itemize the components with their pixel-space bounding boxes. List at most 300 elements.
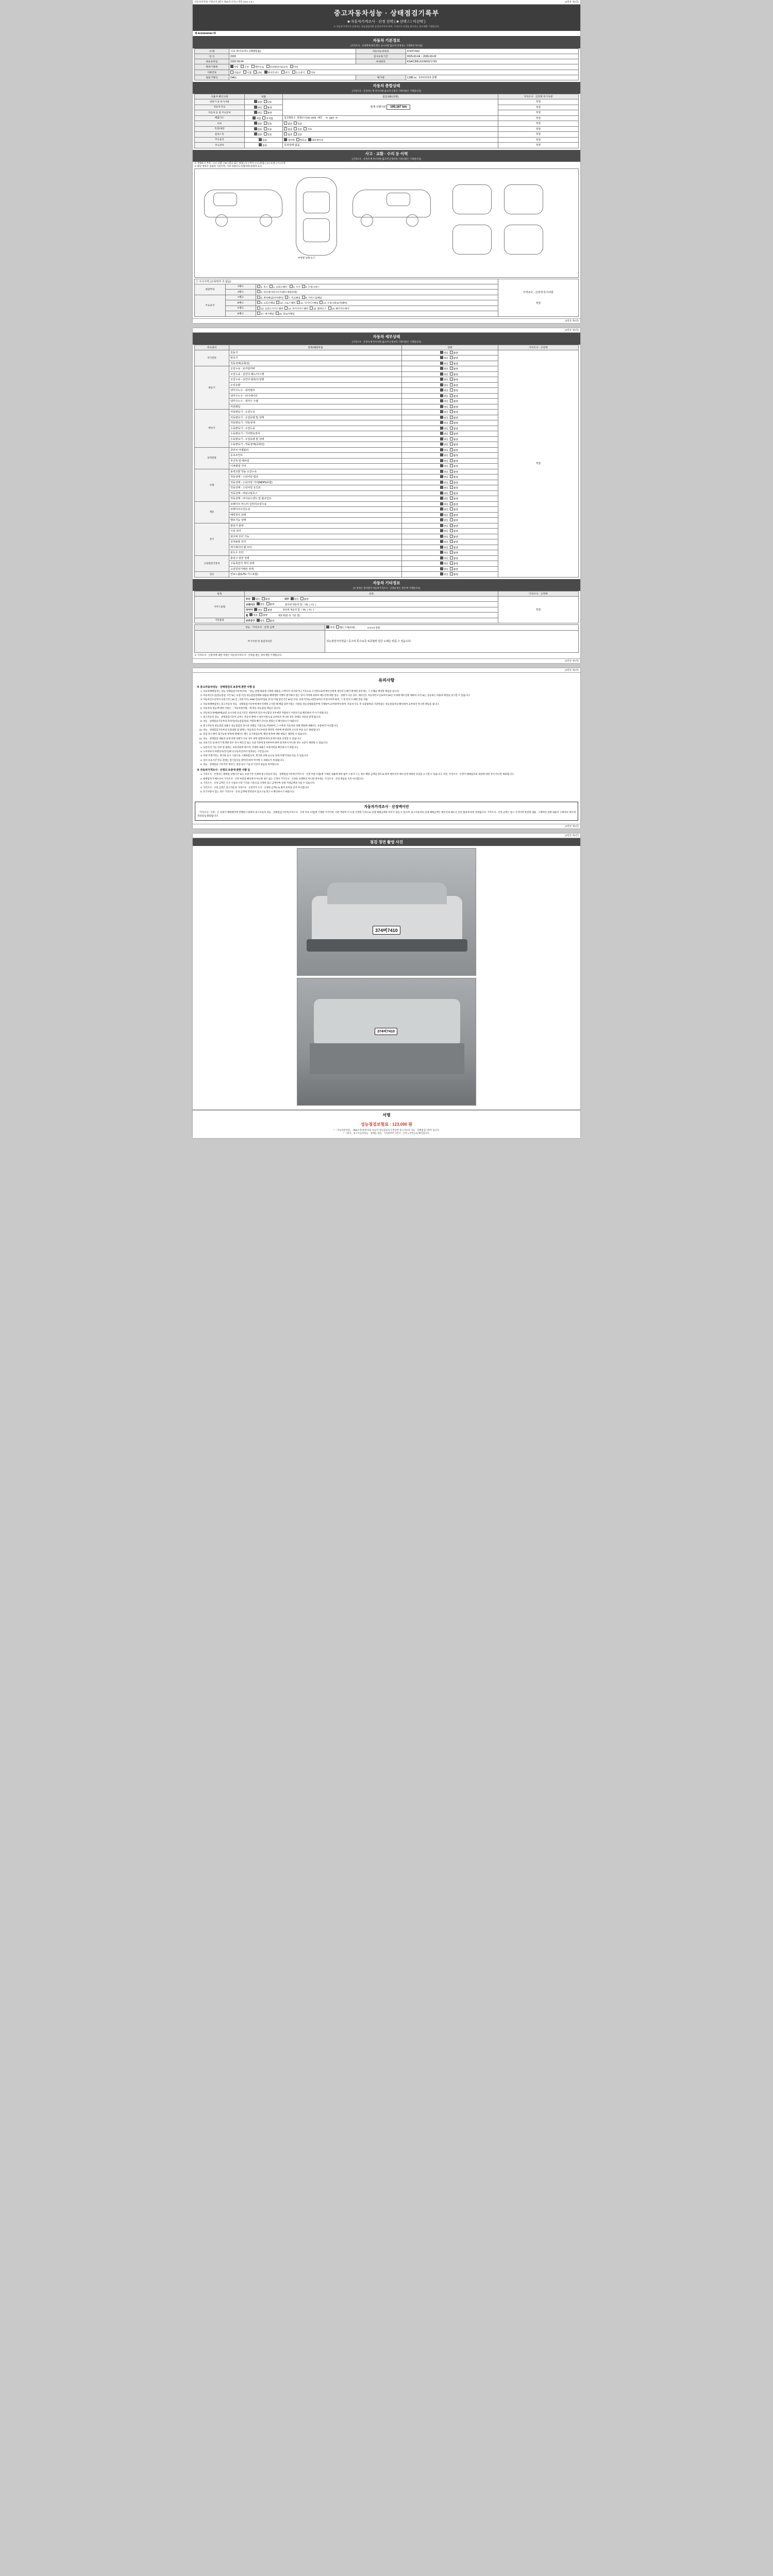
page-title: 중고자동차성능 · 상태점검기록부 <box>333 9 440 17</box>
detail-item-label: 와이퍼 모터 기능 <box>229 534 402 539</box>
acc-r2-rank: A랭크 <box>225 295 256 300</box>
overall-wrap <box>193 94 580 150</box>
transmission-options: 자동 수동 세미오토 무단변속기(CVT) 기타 <box>229 64 579 70</box>
detail-item-label: 자동변속기 - 오일누유 <box>229 410 402 415</box>
detail-group-label: 고전원전기장치 <box>195 555 229 572</box>
header-law-note: ※ 자동차가격조사·산정자는 성능점검자와 동일인이어야 하며, 가격조사·산정을 받으려는 경우에만 기재합니다. <box>333 25 440 28</box>
table-header-row <box>195 591 579 596</box>
detail-item-state[interactable]: 양호 불량 <box>402 474 498 480</box>
detail-item-state[interactable]: 양호 불량 <box>402 377 498 383</box>
notice-list-mid <box>197 746 576 767</box>
acc-r5-items: 17. 대시패널 18. 플로어패널 <box>256 311 498 317</box>
price-bar-label: 성능 · 가격조사 · 산정 금액 <box>195 625 325 631</box>
overall-table <box>194 94 579 148</box>
detail-item-label: 커먼레일 <box>229 404 402 410</box>
overall-r7-name: 주요옵션 <box>195 137 245 143</box>
topbar-2 <box>193 328 580 333</box>
detail-item-label: 변속기 <box>229 355 402 361</box>
table-row <box>195 279 579 284</box>
accident-wrap <box>193 162 580 318</box>
section-etc-title: 자동차 기타정보 <box>193 579 580 587</box>
table-row: 차 명 니로 하이브리드 (에벤임올) 자동차등록번호 374버7410 <box>195 49 579 54</box>
wheel-front-left <box>215 214 228 227</box>
detail-item-state[interactable]: 양호 불량 <box>402 561 498 567</box>
overall-r6-right: 적정 <box>498 132 578 138</box>
table-row: 주요옵션 있음 에어백 썬루프 내비게이션 적정 <box>195 137 579 143</box>
detail-item-state[interactable]: 양호 불량 <box>402 442 498 448</box>
notice-item: 4. 가격조사 · 산정 금액은 중고자동차 가격조사 · 산정자가 조사 · 산정한 금액으로 법적 효력을 갖지 아니합니다. <box>203 786 576 789</box>
detail-group-label: 제동 <box>195 501 229 523</box>
detail-item-label: 고전원전기배선 상태 <box>229 566 402 572</box>
price-options: 적정 별도기재(아래) 0 0 0 0 만원 <box>325 625 579 631</box>
accident-table <box>194 279 579 317</box>
detail-item-state[interactable]: 양호 불량 <box>402 550 498 556</box>
section-overall-title: 자동차 종합상태 <box>193 82 580 90</box>
detail-right-value: 적정 <box>498 350 578 577</box>
detail-item-state[interactable]: 양호 불량 <box>402 355 498 361</box>
emission-detail: 일산화탄소 탄화수소(HC-200) 매연 % ppm % <box>283 115 498 121</box>
acc-r4-items: 13. 프론트사이드멤버 14. 리어사이드멤버 15. 휠하우스 16. 패키지트레이 <box>256 306 498 311</box>
detail-item-state[interactable]: 양호 불량 <box>402 431 498 437</box>
detail-item-state[interactable]: 양호 불량 <box>402 464 498 469</box>
section-basic-sub: (가격조사 · 산정액에 따라 별도 표시사항 없으며 산정자는 기재하지 아니함) <box>193 44 580 48</box>
detail-wrap <box>193 345 580 579</box>
detail-h0: 주요장치 <box>195 345 229 350</box>
table-row: 자동차 주요 양호 불량 적정 <box>195 105 579 110</box>
car-hood <box>303 192 330 213</box>
section-overall-sub: (가격조사 · 산정자는 별 특이사항 없으며 산정자 기재사항은 기재합니다) <box>193 90 580 94</box>
footnotes <box>193 1129 580 1139</box>
table-row: 플라스틱 없음 있음 없음 있음 적정 <box>195 132 579 138</box>
notice-item: 4. 자동차매매업자는 중고자동차 성능 · 상태점검기록부에 매수인에게 고지할 때 행함 의무가있는 사항을 성능상태점검부에 기재하여 교부하여야 하며, 자동차 인도 후 보증범위의 기준하였는 성능점검자의 확인하여 교부하지 아니한 책임을 집니다. <box>203 703 576 706</box>
detail-item-label: 연료누출(LPG·가스포함) <box>229 572 402 578</box>
overall-r7-right: 적정 <box>498 137 578 143</box>
notice-item: 2. 자동차인도일(성능점검 기간 또는 보증기간) 성능점검상태와 내용을 매매계약 이행이 불가하다 있는 당사 이력에 의하여 매도인에 대한 성능 · 상태가 다른 경우, 매수인은 자동차인도일로부터 30일 이내에 매도인에 대하여 수리 또는 상응하는 비용의 배상을 청구할 수 있습니다. <box>203 694 576 697</box>
notice-item: 1. 자동차매매업자는 성능·상태점검기록부(이하 「성능·상태 제외에 기재한 내용을 고객이지 아니하거나 거짓으로 고지할으로써 매수인에게 재산상 손해가 발생한 경우에는 그 손해를 배상할 책임을 집니다. <box>203 690 576 693</box>
etc-wrap <box>193 591 580 658</box>
etc-table <box>194 591 579 624</box>
detail-item-label: 배력장치 상태 <box>229 512 402 518</box>
insurance-fee-value: 123,090 원 <box>392 1122 413 1127</box>
car-damage-diagram <box>194 168 579 278</box>
detail-item-label: 발전기 출력 <box>229 523 402 529</box>
detail-item-label: 브레이크 마스터 실린더오일누유 <box>229 501 402 507</box>
car-top-view <box>296 177 337 256</box>
detail-item-state[interactable]: 양호 불량 <box>402 453 498 459</box>
acc-r0-items: 1. 후드 2. 프론트펜더 3. 도어 4. 트렁크리드 <box>256 284 498 290</box>
overall-h1: 내용 <box>244 94 283 99</box>
detail-item-state[interactable]: 양호 불량 <box>402 469 498 474</box>
sheet-4 <box>193 834 580 1139</box>
accident-right-label: 가격조사 · 산정액 특기사항 적정 <box>498 279 578 316</box>
table-row <box>195 350 579 355</box>
overall-r6-name: 플라스틱 <box>195 132 245 138</box>
sheet-1 <box>193 0 580 323</box>
detail-item-label: 추진축 및 베어링 <box>229 458 402 464</box>
detail-item-label: 작동상태 - 파워고압호스 <box>229 490 402 496</box>
notice-item: 5. 자동차의 성능에 대한 사항은 「자동차관리법」에 따른 성능점검 책임은 집니다. <box>203 707 576 710</box>
mileage-block: 현재 주행거리 100,167 km <box>283 99 498 116</box>
etc-row-0: 유리 양호 불량 내부 양호 불량 <box>244 596 498 602</box>
vin-value: KNACB81GXN0021765 <box>406 59 578 64</box>
first-reg-value: 2022-03-04 <box>229 59 356 64</box>
detail-h2: 상태 <box>402 345 498 350</box>
photos-title: 점검 정면 촬영 사진 <box>193 838 580 846</box>
detail-item-state[interactable]: 양호 불량 <box>402 507 498 513</box>
basic-info-wrap <box>193 48 580 82</box>
car-rear-view <box>504 184 543 214</box>
notice-title: 유의사항 <box>378 677 395 683</box>
table-row: 자동차 등 및 주요장치 양호 불량 적정 <box>195 110 579 116</box>
detail-item-state[interactable]: 양호 불량 <box>402 512 498 518</box>
detail-item-label: 수동변속기 - 오일유량 및 상태 <box>229 436 402 442</box>
detail-item-label: 오일누유 - 실린더 헤드/가스켓 <box>229 371 402 377</box>
detail-group-label: 동력전달 <box>195 447 229 469</box>
page-indicator-footer-2: (3면중 제1면) <box>565 659 579 662</box>
overall-r3-name: 배출가스 <box>195 115 245 121</box>
overall-r8-name: 주요장치 <box>195 143 245 148</box>
detail-item-state[interactable]: 양호 불량 <box>402 426 498 431</box>
detail-item-label: 자동변속기 - 작동상태 <box>229 420 402 426</box>
detail-body <box>195 350 579 577</box>
price-table <box>194 624 579 653</box>
overall-h2: 점검내용(상태) <box>283 94 498 99</box>
table-row <box>195 70 579 75</box>
table-row: 연 식 2022 검사유효기간 2025-03-04 ~ 2026-03-03 <box>195 54 579 59</box>
page-indicator-2: (3면중 제1면) <box>565 328 579 331</box>
overall-r2-name: 자동차 등 및 주요장치 <box>195 110 245 116</box>
detail-item-label: 작동상태 - 스티어링 조인트 <box>229 485 402 491</box>
detail-item-label: 수동변속기 - 오일누유 <box>229 426 402 431</box>
acc-r4-rank: C랭크 <box>225 306 256 311</box>
notice-item: 2. 매매업자가 매수인이 가격조사 · 산정 부분을 확인하지 아니한 경우 또는 고객이 가격조사 · 산정을 선택하지 아니한 경우에는 가격조사 · 산정 책임을 지지 아니합니다. <box>203 777 576 781</box>
overall-r3-right: 적정 <box>498 115 578 121</box>
photos-section <box>193 848 580 1110</box>
detail-item-label: 시동 모터 <box>229 529 402 534</box>
section-accident-sub: (가격조사 · 산정자 별 특이사항 없으며 산정자의 기재사항은 기재합니다) <box>193 158 580 162</box>
notice-list-2 <box>197 773 576 793</box>
price-value: 0 0 0 0 만원 <box>367 626 380 629</box>
etc-h0: 항목 <box>195 591 245 596</box>
notice-item: 3. 자동차인도일부터 보증기간 ( 30 일 , 보증거리 ( 2000 킬로미터)로 본다) 이내 당일기간 30일 이상, 보증거리로 2천킬로미터 이상이어야 하며, 그 중 먼저 도래한 것을 적용. <box>203 698 576 701</box>
section-accident-title: 사고 · 교환 · 수리 등 이력 <box>193 150 580 158</box>
table-row: 터보 없음 있음 없음 있음 적정 <box>195 121 579 127</box>
footer-1 <box>193 318 580 323</box>
detail-item-state[interactable]: 양호 불량 <box>402 496 498 502</box>
page-indicator-footer-3: (3면중 제1면) <box>565 824 579 827</box>
etc-h2: 가격조사 · 산정액 <box>498 591 578 596</box>
detail-item-state[interactable]: 양호 불량 <box>402 572 498 578</box>
displacement-label: 배기량 <box>356 75 406 80</box>
detail-item-state[interactable]: 양호 불량 <box>402 480 498 485</box>
table-row <box>195 75 579 80</box>
detail-item-label: 클러치 어셈블리 <box>229 447 402 453</box>
notice-item: 3. 가격조사 · 산정 금액은 조사 시점의 시장 가격을 기준으로 산정한 참고 금액이며 실제 거래금액과 다를 수 있습니다. <box>203 782 576 785</box>
detail-table <box>194 345 579 578</box>
insurance-fee-label: 성능점검보험료 : <box>360 1122 391 1127</box>
notice-item: 10. 성능 · 상태점검기록부의 보증내용 및 범위는 자동차의 주요부분과 관련된 사항에 한정되며 소모성 부품 등은 제외됩니다. <box>203 728 576 732</box>
detail-item-state[interactable]: 양호 불량 <box>402 545 498 550</box>
topbar <box>193 0 580 5</box>
table-row: 배출가스 적합 부적합 일산화탄소 탄화수소(HC-200) 매연 % ppm % 적정 <box>195 115 579 121</box>
notice-item: 12. 성능 · 상태점검 내용과 실제 차량 상태가 다른 경우 관련 법령에 따라 분쟁조정을 신청할 수 있습니다. <box>203 737 576 740</box>
overall-r4-right: 적정 <box>498 121 578 127</box>
car-name-value: 니로 하이브리드 (에벤임올) <box>229 49 356 54</box>
detail-item-state[interactable]: 양호 불량 <box>402 350 498 355</box>
front-plate: 374버7410 <box>373 926 400 935</box>
photo-rear <box>297 978 476 1106</box>
detail-group-label: 조향 <box>195 469 229 501</box>
detail-item-label: 냉각수누수 - 워터펌프 <box>229 388 402 394</box>
page-indicator-3: (3면중 제1면) <box>565 668 579 671</box>
detail-item-state[interactable]: 양호 불량 <box>402 534 498 539</box>
acc-g0-label: 외판부위 <box>195 284 226 295</box>
acc-r0-rank: 1랭크 <box>225 284 256 290</box>
detail-item-label: 작동상태 - 스티어링 펌프 <box>229 474 402 480</box>
acc-r1-rank: 2랭크 <box>225 290 256 295</box>
notice-item: 1. 보증수리 가능 여부 및 범위는 보증약관에 따르며, 자세한 내용은 보증약관을 확인하시기 바랍니다. <box>203 746 576 749</box>
notice-item: 2. 노후차보다 차량연수(연식)에 신규등록일부터 경과되는 기간입니다. <box>203 750 576 753</box>
detail-group-label: 연료 <box>195 572 229 578</box>
section-detail-sub: (가격조사 · 산정자 별 특이사항 없으며 산정자의 기재사항은 기재합니다) <box>193 341 580 345</box>
detail-item-state[interactable]: 양호 불량 <box>402 361 498 366</box>
sheet-2 <box>193 328 580 663</box>
notice-lead-1: ※ 중고자동차성능 · 상태점검의 보증에 관한 사항 등 <box>197 685 255 689</box>
detail-item-state[interactable]: 양호 불량 <box>402 447 498 453</box>
notice-item: 11. 점검 당시 확인 불가능한 항목에 대해서는 별도 표기하였으며, 해당 항목에 대한 책임은 제한될 수 있습니다. <box>203 733 576 736</box>
table-header-row <box>195 94 579 99</box>
overall-r2-right: 적정 <box>498 110 578 116</box>
detail-group-label: 변속기 <box>195 410 229 448</box>
declaration-title: 자동차가격조사 · 산정액이안 <box>364 805 409 809</box>
detail-item-state[interactable]: 양호 불량 <box>402 539 498 545</box>
notice-item: 4. 검사 유효기간 만료 전에는 정기검사를 받아야 하며 미이행 시 과태료가 부과됩니다. <box>203 759 576 762</box>
detail-item-state[interactable]: 양호 불량 <box>402 399 498 404</box>
special-label: 특기사항 및 점검자의견 <box>195 630 325 652</box>
page-indicator: (3면중 제1면) <box>565 1 579 3</box>
detail-item-state[interactable]: 양호 불량 <box>402 529 498 534</box>
overall-r8-right: 적정 <box>498 143 578 148</box>
detail-item-state[interactable]: 양호 불량 <box>402 404 498 410</box>
overall-r5-right: 적정 <box>498 126 578 132</box>
detail-item-state[interactable]: 양호 불량 <box>402 566 498 572</box>
detail-item-state[interactable]: 양호 불량 <box>402 382 498 388</box>
detail-item-label: 브레이크오일누유 <box>229 507 402 513</box>
etc-row-1: 브레이크 양호 불량 앞바퀴 제동력 합 / 좌( ) 우( ) <box>244 602 498 607</box>
mileage-number: 100,167 <box>390 106 401 109</box>
displacement-value: 1,580 cc 0 0 0 0 0 0 선행 <box>406 75 578 80</box>
table-header-row <box>195 345 579 350</box>
etc-row-3: 휠 양호 불량 제동력(앞·뒤 기준 합) <box>244 613 498 618</box>
price-note: ※ 가격조사 · 산정자에 대한 사항은 자동차가격조사 · 산정을 받는 경우에만 기재합니다. <box>194 653 282 656</box>
signature-title: 서명 <box>193 1110 580 1120</box>
detail-item-label: 냉각수누수 - 냉각수 수량 <box>229 399 402 404</box>
detail-item-label: 원동기 <box>229 350 402 355</box>
inspection-label: 검사유효기간 <box>356 54 406 59</box>
photo-front <box>297 848 476 976</box>
detail-item-state[interactable]: 양호 불량 <box>402 485 498 491</box>
wheel-front-right <box>361 214 373 227</box>
detail-item-state[interactable]: 양호 불량 <box>402 436 498 442</box>
overall-r5-name: 특장/내장 <box>195 126 245 132</box>
notice-item: 5. 특기사항이 있는 경우 가격조사 · 산정 금액에 반영되어 있으므로 반드시 확인하시기 바랍니다. <box>203 790 576 793</box>
car-side-window <box>213 193 237 206</box>
detail-item-state[interactable]: 양호 불량 <box>402 410 498 415</box>
overall-r1-right: 적정 <box>498 105 578 110</box>
car-front-view <box>452 184 492 214</box>
overall-r1-name: 자동차 주요 <box>195 105 245 110</box>
detail-item-label: 라디에이터 팬 모터 <box>229 545 402 550</box>
transmission-label: 변속기종류 <box>195 64 229 70</box>
detail-item-label: 작동상태(공회전) <box>229 361 402 366</box>
detail-item-state[interactable]: 양호 불량 <box>402 518 498 523</box>
header-subtitle: ■ 자동차가격조사 · 산정 선택 ( ■ 선택 / □ 미선택 ) <box>347 20 426 24</box>
overall-h0: 사용자 확인사항 <box>195 94 245 99</box>
page-indicator-footer: (3면중 제1면) <box>565 319 579 322</box>
overall-r0-right: 적정 <box>498 99 578 105</box>
accident-legend: ※ 상태표시 부호 : ( X ) 교환, ( W ) 판금 또는 용접, ( C ) 부식, ( A ) 흠집, ( U ) 요철, ( T ) 손상 <box>194 161 285 164</box>
detail-item-label: 작동상태 - 스티어링 기어(MDPS포함) <box>229 480 402 485</box>
etc-right-value: 적정 <box>498 596 578 623</box>
detail-item-state[interactable]: 양호 불량 <box>402 555 498 561</box>
accident-guide: ※ 하단 항목은 승용차 기준이며, 기타 차종이나 승합차에 준하여 표시 <box>194 165 262 168</box>
etc-row-2: 타이어 양호 불량 뒷바퀴 제동력 합 / 좌( ) 우( ) <box>244 607 498 613</box>
detail-item-label: 수동변속기 - 작동상태(공회전) <box>229 442 402 448</box>
table-row: 주요장치 없음 특장상태 없음 적정 <box>195 143 579 148</box>
etc-sideslip-label: 사이드슬립 <box>195 596 245 618</box>
notice-item: 6. 자동차의 판매(매매)보증 표시사항 유효기간은 정하여져 있지 아니함의 경우에만 적용하기 어려우므로 확인하여 주시기 바랍니다. <box>203 711 576 715</box>
detail-item-state[interactable]: 양호 불량 <box>402 458 498 464</box>
section-detail-title: 자동차 세부상태 <box>193 333 580 341</box>
detail-item-label: 디퍼렌셜 기어 <box>229 464 402 469</box>
detail-group-label: 자기진단 <box>195 350 229 366</box>
detail-h1: 항목/해당부품 <box>229 345 402 350</box>
acc-r3-rank: B랭크 <box>225 300 256 306</box>
notice-lead-2: ※ 자동차가격조사 · 산정의 보증에 관한 사항 등 <box>197 769 250 772</box>
car-side-window-right <box>386 193 410 206</box>
engine-type-value: GALL <box>229 75 356 80</box>
section-etc-sub: (※ 항목은 총사항의 자동차가격조사 · 산정을 받는 경우에 기재합니다) <box>193 587 580 591</box>
notice-item: 8. 성능 · 상태점검기록부의 작성자(성능점검자)의 서명과 확인 날인을 받았는지 확인하시기 바랍니다. <box>203 720 576 723</box>
wheel-rear-right <box>406 214 418 227</box>
accident-right-value: 적정 <box>535 301 541 305</box>
car-underbody-view <box>452 225 492 255</box>
diagram-note: 부위별 상태 표기 <box>298 256 315 259</box>
topbar-4 <box>193 834 580 838</box>
detail-item-state[interactable]: 양호 불량 <box>402 393 498 399</box>
notice-item: 1. 가격조사 · 산정이는 매매업 실행기간 또는 보증기간 이내에 중고자동차 성능 · 상태점검기록부(가격조사 · 산정 부분 포함)에 기재된 내용에 따라 많이 소통가 드는 경우 해당 금액을 한도로 하여 매수인이 매도인에 대하여 보상을 요구할 수 있습니다. 다만, 가격조사 · 산정이 매매업자의 과실에 의한 것이 아니면 제외합니다. <box>203 773 576 776</box>
inspection-value: 2025-03-04 ~ 2026-03-03 <box>406 54 578 59</box>
wheel-rear-left <box>260 214 272 227</box>
footer-3 <box>193 824 580 828</box>
rear-plate: 374버7410 <box>375 1028 397 1035</box>
detail-item-label: 윈도우 모터 <box>229 550 402 556</box>
detail-item-state[interactable]: 양호 불량 <box>402 490 498 496</box>
declaration-box <box>195 802 578 820</box>
detail-item-label: 실내송풍 모터 <box>229 539 402 545</box>
detail-item-label: 오일누유 - 실린더 블록/오일팬 <box>229 377 402 383</box>
overall-r0-in: 없음 있음 <box>244 99 283 105</box>
detail-item-label: 충전구 절연 상태 <box>229 555 402 561</box>
acc-r2-items: 6. 쿼터패널(리어펜더) 7. 루프패널 8. 사이드실패널 <box>256 295 498 300</box>
accident-left-title: ① 사고이력 (교차/외부 측 없음) <box>195 279 498 284</box>
acc-r5-rank: D랭크 <box>225 311 256 317</box>
detail-item-state[interactable]: 양호 불량 <box>402 371 498 377</box>
footnote-1: * 「자동차관리법」 제58조제 항에 따라 자동차 성능점검자가 발급한 중고자동차 성능 · 상태점검기록부 입니다. <box>333 1128 440 1131</box>
acc-r3-items: 9. 프론트패널 10. 크로스멤버 11. 인사이드패널 12. 트렁크플로어(멤버) <box>256 300 498 306</box>
detail-item-state[interactable]: 양호 불량 <box>402 415 498 420</box>
detail-h3: 가격조사 · 산정액 <box>498 345 578 350</box>
table-row: 특장/내장 없음 있음 없음 있음 기타 적정 <box>195 126 579 132</box>
document-header <box>193 5 580 31</box>
notice-item: 7. 중고자동차 성능 · 상태점검기록부 교부는 자동차 판매 시 필수사항으로 교부하지 아니한 경우 과태료 처분을 받게 됩니다. <box>203 716 576 719</box>
overall-r4-name: 터보 <box>195 121 245 127</box>
detail-item-label: 자동변속기 - 오일유량 및 상태 <box>229 415 402 420</box>
engine-type-label: 원동기형식 <box>195 75 229 80</box>
plate-no-value: 374버7410 <box>406 49 578 54</box>
fuel-label: 사용연료 <box>195 70 229 75</box>
detail-item-state[interactable]: 양호 불량 <box>402 501 498 507</box>
footer-2 <box>193 658 580 663</box>
plate-no-label: 자동차등록번호 <box>356 49 406 54</box>
footnote-2: * 〔별지〕중고자동차성능 · 상태를 점검 · 기록하여주시면서 · 산정 1 부만으로 확인합니다. <box>343 1132 430 1134</box>
insurance-fee <box>193 1120 580 1129</box>
detail-item-label: 오일누유 - 로커암커버 <box>229 366 402 372</box>
table-row <box>195 99 579 105</box>
detail-item-label: 밸브기능 상태 <box>229 518 402 523</box>
table-row <box>195 64 579 70</box>
acc-r1-items: 5. 라디에이터서포트(볼트체결부품) <box>256 290 498 295</box>
table-row <box>195 596 579 602</box>
detail-group-label: 전기 <box>195 523 229 555</box>
table-row <box>195 630 579 652</box>
detail-item-label: 수동변속기 - 기어변속장치 <box>229 431 402 437</box>
etc-row-4: 보유공구 양호 불량 <box>244 618 498 623</box>
notice-section <box>193 673 580 799</box>
detail-group-label: 원동기 <box>195 366 229 410</box>
detail-item-label: 오일유량 <box>229 382 402 388</box>
detail-item-state[interactable]: 양호 불량 <box>402 388 498 394</box>
page-indicator-4: (3면중 제1면) <box>565 834 579 837</box>
document-number: 제 B22560HD6K7호 <box>193 31 580 37</box>
detail-item-state[interactable]: 양호 불량 <box>402 420 498 426</box>
topbar-3 <box>193 668 580 673</box>
car-engine-bay-view <box>504 225 543 255</box>
declaration-body: 「가격조사 · 산정」은 실제가 매매계약에 진행하기 위하여 중고자동차 성능 · 상태점검기록부(가격조사 · 산정 부분 포함)에 기재한 가격이며, 다만 객관적 조사 및 산정한 가격으로 실제 매매금액과 차이가 있을 수 있으며, 중고자동차의 실제 매매금액은 매수인과 매도인 간의 협의에 따라 결정됩니다. 가격조사 · 산정 금액은 참고 가격이며 완전한 내용 · 구체적인 설명 내용이 구매자의 경우에 결과되로 활용됩니다. <box>197 811 576 817</box>
form-code: 자동차관리법 시행규칙 [별지 제82호서식] <개정 2021.1.5.> <box>194 1 255 3</box>
model-year-value: 2022 <box>229 54 356 59</box>
sheet-3 <box>193 668 580 828</box>
notice-item: 9. 중고자동차 성능점검 내용은 성능점검일 당시의 상태를 기준으로 작성하며, 그 이후의 자동차의 상태 변화에 대해서는 보증하지 아니합니다. <box>203 724 576 727</box>
notice-item: 5. 성능 · 상태점검 기록부상 '양호'는 점검 당시 기능상 이상이 없음을 의미합니다. <box>203 763 576 766</box>
notice-item: 13. 보증기간 내 하자가 발생한 경우 즉시 매도인 또는 보증기관에 통지하여야 하며 통지하지 아니한 경우 보증이 제한될 수 있습니다. <box>203 741 576 744</box>
detail-item-label: 등속조인트 <box>229 453 402 459</box>
special-value: 성능점검자의견을 / 중고차 특수보증 보증범위 원금 도래은 만큼 수 있습니다. <box>325 630 579 652</box>
table-row <box>195 625 579 631</box>
detail-item-label: 동력조향 작동 오일누유 <box>229 469 402 474</box>
notice-item: 3. 차량 주행거리는 계기판 표시 기준으로 기재하였으며, 계기판 교체 등으로 실제 주행거리와 다를 수 있습니다. <box>203 754 576 757</box>
gauge-value: 0 0 0 0 0 0 선행 <box>418 76 437 79</box>
detail-item-label: 구동축전지 격리 상태 <box>229 561 402 567</box>
notice-list-1 <box>197 690 576 745</box>
car-roof <box>303 218 330 242</box>
overall-h3: 가격조사 · 산정액 특기사항 <box>498 94 578 99</box>
overall-r8-detail: 특장상태 없음 <box>283 143 498 148</box>
etc-basic-label: 기본품목 <box>195 618 245 623</box>
detail-item-state[interactable]: 양호 불량 <box>402 523 498 529</box>
detail-item-state[interactable]: 양호 불량 <box>402 366 498 372</box>
table-row: 최초등록일 2022-03-04 차대번호 KNACB81GXN0021765 <box>195 59 579 64</box>
